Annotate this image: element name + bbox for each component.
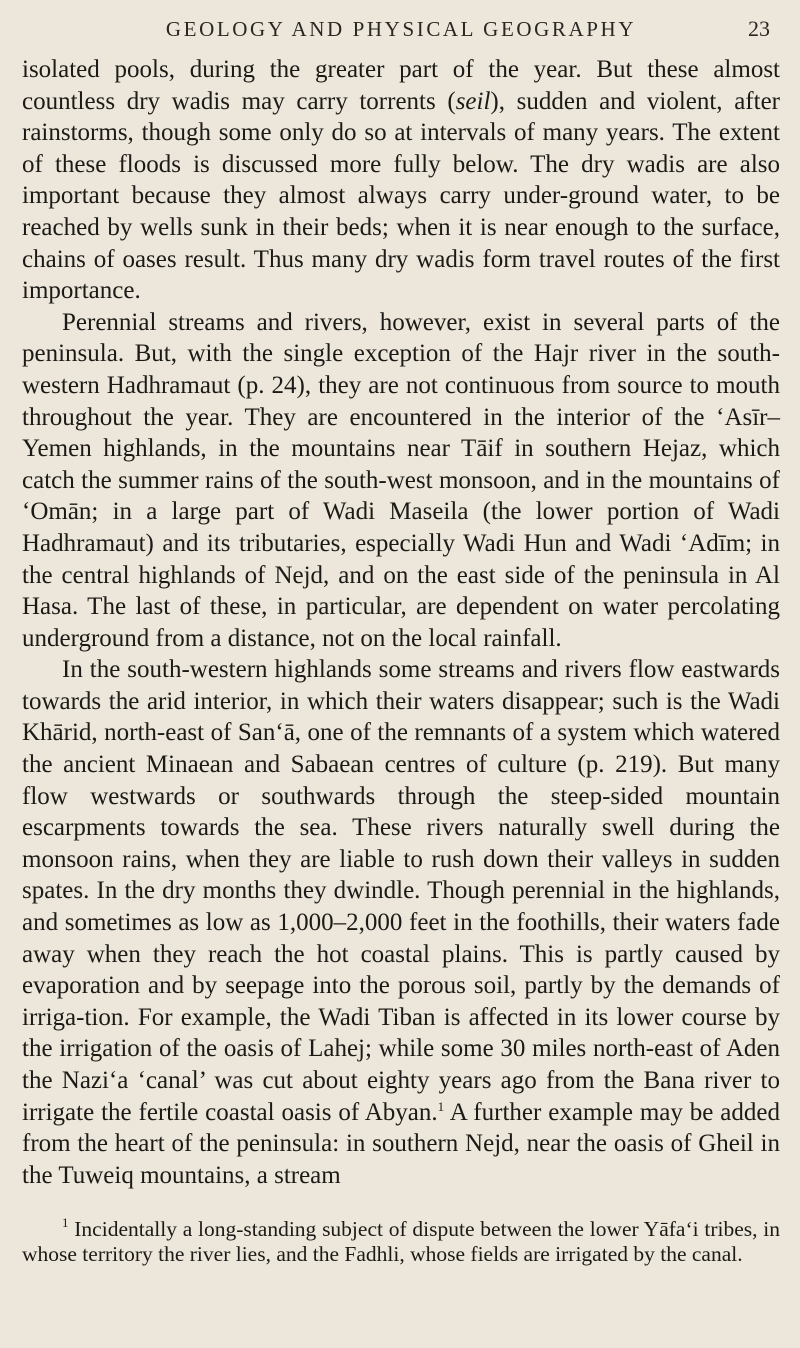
running-title: GEOLOGY AND PHYSICAL GEOGRAPHY <box>165 17 637 41</box>
paragraph-3 <box>22 654 780 1191</box>
footnote-text: Incidentally a long-standing subject of dispute between the lower Yāfa‘i tribes, in whose territory the river lies, and the Fadhli, whose fields are irrigated by the canal. <box>22 1217 780 1267</box>
paragraph-1 <box>22 54 780 307</box>
page-number: 23 <box>748 16 770 41</box>
paragraph-1-text-a: isolated pools, during the greater part of the year. But these almost countless dry wadis may carry torrents ( <box>22 56 780 115</box>
paragraph-1-text-b: ), sudden and violent, after rainstorms, though some only do so at intervals of many years. The extent of these floods is discussed more fully below. The dry wadis are also important because they almost always carry under-ground water, to be reached by wells sunk in their beds; when it is near enough to the surface, chains of oases result. Thus many dry wadis form travel routes of the first importance. <box>22 87 781 305</box>
footnote <box>22 1217 780 1267</box>
italic-term-seil: seil <box>455 87 491 115</box>
running-header <box>22 0 780 42</box>
paragraph-3-text-a: In the south-western highlands some streams and rivers flow eastwards towards the arid interior, in which their waters disappear; such is the Wadi Khārid, north-east of San‘ā, one of the remnants of a system which watered the ancient Minaean and Sabaean centres of culture (p. 219). But many flow westwards or southwards through the steep-sided mountain escarpments towards the sea. These rivers naturally swell during the monsoon rains, when they are liable to rush down their valleys in sudden spates. In the dry months they dwindle. Though perennial in the highlands, and sometimes as low as 1,000–2,000 feet in the foothills, their waters fade away when they reach the hot coastal plains. This is partly caused by evaporation and by seepage into the porous soil, partly by the demands of irriga-tion. For example, the Wadi Tiban is affected in its lower course by the irrigation of the oasis of Lahej; while some 30 miles north-east of Aden the Nazi‘a ‘canal’ was cut about eighty years ago from the Bana river to irrigate the fertile coastal oasis of Abyan. <box>22 656 780 1126</box>
body-text <box>22 54 780 1191</box>
footnote-marker: 1 <box>62 1215 69 1231</box>
paragraph-3-text-b: A further example may be added from the heart of the peninsula: in southern Nejd, near the oasis of Gheil in the Tuweiq mountains, a stream <box>22 1098 780 1189</box>
footnote-reference: 1 <box>437 1098 445 1114</box>
paragraph-2: Perennial streams and rivers, however, exist in several parts of the peninsula. But, with the single exception of the Hajr river in the south-western Hadhramaut (p. 24), they are not continuous from source to mouth throughout the year. They are encountered in the interior of the ‘Asīr–Yemen highlands, in the mountains near Tāif in southern Hejaz, which catch the summer rains of the south-west monsoon, and in the mountains of ‘Omān; in a large part of Wadi Maseila (the lower portion of Wadi Hadhramaut) and its tributaries, especially Wadi Hun and Wadi ‘Adīm; in the central highlands of Nejd, and on the east side of the peninsula in Al Hasa. The last of these, in particular, are dependent on water percolating underground from a distance, not on the local rainfall. <box>22 308 780 652</box>
